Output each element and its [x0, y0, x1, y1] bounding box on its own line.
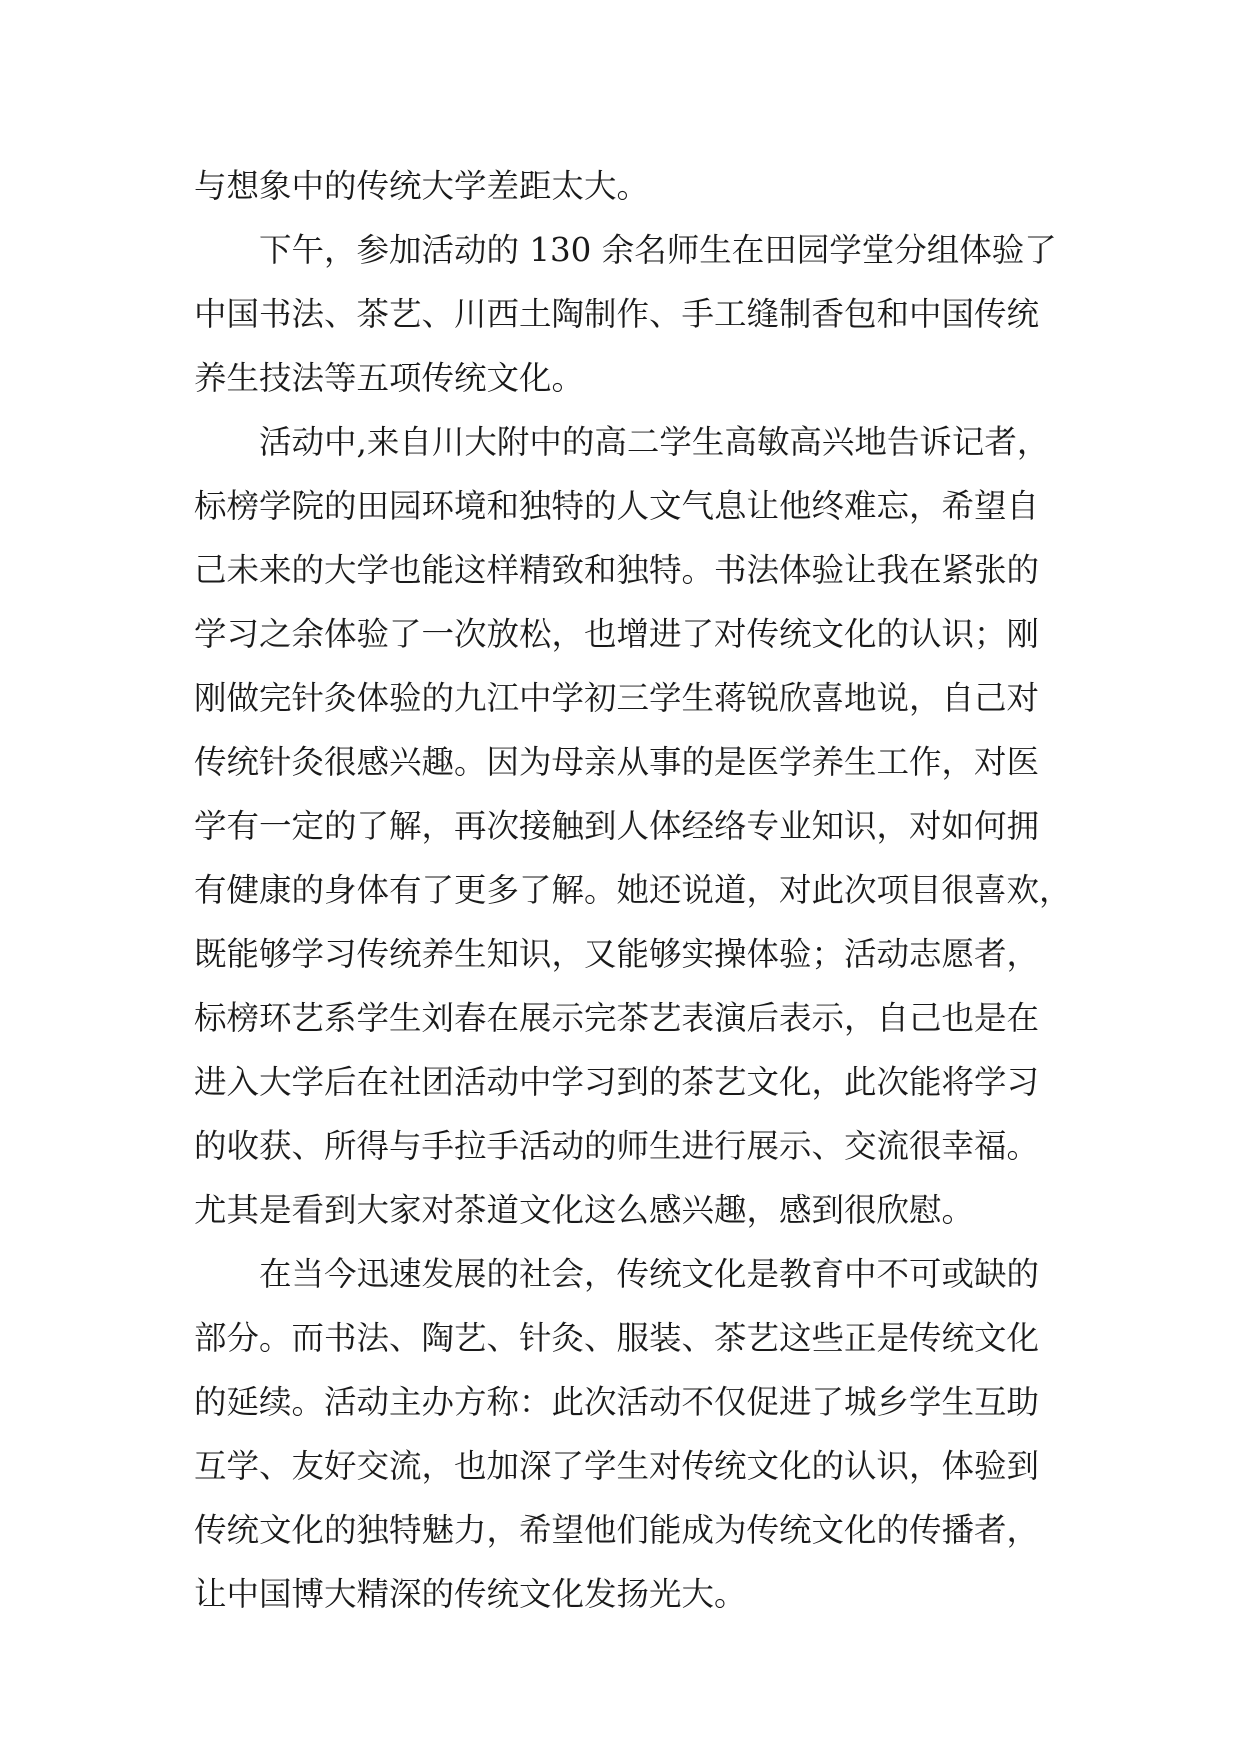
text-line: 学习之余体验了一次放松，也增进了对传统文化的认识；刚 [194, 615, 1040, 653]
paragraph-start-line: 活动中,来自川大附中的高二学生高敏高兴地告诉记者， [259, 423, 1050, 461]
text-line: 部分。而书法、陶艺、针灸、服装、茶艺这些正是传统文化 [194, 1319, 1040, 1357]
text-line: 的收获、所得与手拉手活动的师生进行展示、交流很幸福。 [194, 1127, 1040, 1165]
text-line: 传统针灸很感兴趣。因为母亲从事的是医学养生工作，对医 [194, 743, 1040, 781]
text-line: 与想象中的传统大学差距太大。 [194, 167, 650, 205]
text-line: 养生技法等五项传统文化。 [194, 359, 585, 397]
text-line: 学有一定的了解，再次接触到人体经络专业知识，对如何拥 [194, 807, 1040, 845]
text-line: 中国书法、茶艺、川西土陶制作、手工缝制香包和中国传统 [194, 295, 1040, 333]
text-line: 互学、友好交流，也加深了学生对传统文化的认识，体验到 [194, 1447, 1040, 1485]
text-line: 进入大学后在社团活动中学习到的茶艺文化，此次能将学习 [194, 1063, 1040, 1101]
text-line: 标榜学院的田园环境和独特的人文气息让他终难忘，希望自 [194, 487, 1040, 525]
paragraph-start-line: 在当今迅速发展的社会，传统文化是教育中不可或缺的 [259, 1255, 1040, 1293]
text-line: 的延续。活动主办方称：此次活动不仅促进了城乡学生互助 [194, 1383, 1040, 1421]
text-line: 传统文化的独特魅力，希望他们能成为传统文化的传播者， [194, 1511, 1040, 1549]
paragraph-start-line: 下午，参加活动的 130 余名师生在田园学堂分组体验了 [259, 231, 1057, 269]
text-line: 己未来的大学也能这样精致和独特。书法体验让我在紧张的 [194, 551, 1040, 589]
text-line: 有健康的身体有了更多了解。她还说道，对此次项目很喜欢， [194, 871, 1072, 909]
text-line: 让中国博大精深的传统文化发扬光大。 [194, 1575, 747, 1613]
text-line: 标榜环艺系学生刘春在展示完茶艺表演后表示，自己也是在 [194, 999, 1040, 1037]
text-line: 尤其是看到大家对茶道文化这么感兴趣，感到很欣慰。 [194, 1191, 975, 1229]
text-line: 刚做完针灸体验的九江中学初三学生蒋锐欣喜地说，自己对 [194, 679, 1040, 717]
text-line: 既能够学习传统养生知识，又能够实操体验；活动志愿者， [194, 935, 1040, 973]
